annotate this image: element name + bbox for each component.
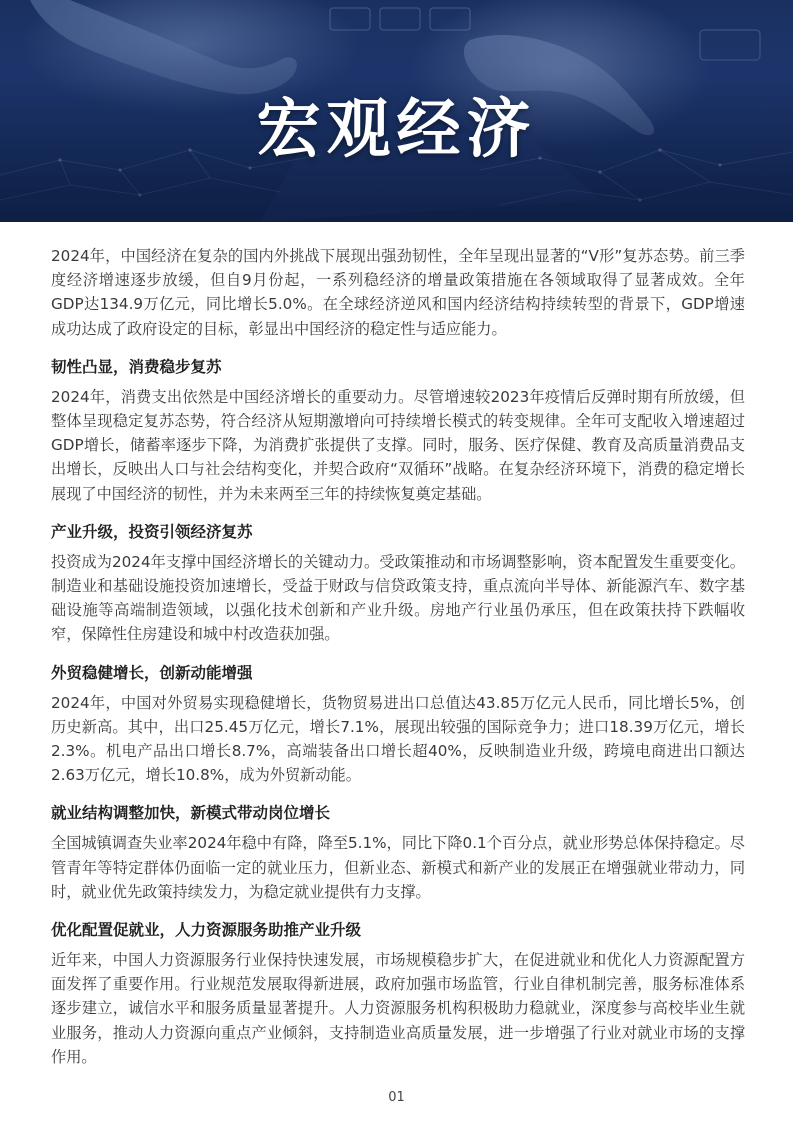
header-banner: [0, 0, 793, 222]
section-heading-consumption: 韧性凸显，消费稳步复苏: [51, 357, 222, 376]
intro-paragraph: 2024年，中国经济在复杂的国内外挑战下展现出强劲韧性，全年呈现出显著的“V形”复苏态势。前三季度经济增速逐步放缓，但自9月份起，一系列稳经济的增量政策措施在各领域取得了显著成效。全年GDP达134.9万亿元，同比增长5.0%。在全球经济逆风和国内经济结构持续转型的背景下，GDP增速成功达成了政府设定的目标，彰显出中国经济的稳定性与适应能力。: [51, 247, 745, 338]
section-heading-investment: 产业升级，投资引领经济复苏: [51, 522, 253, 541]
section-heading-trade: 外贸稳健增长，创新动能增强: [51, 663, 253, 682]
section-body-hr-services: 近年来，中国人力资源服务行业保持快速发展，市场规模稳步扩大，在促进就业和优化人力资源配置方面发挥了重要作用。行业规范发展取得新进展，政府加强市场监管，行业自律机制完善，服务标准体系逐步建立，诚信水平和服务质量显著提升。人力资源服务机构积极助力稳就业，深度参与高校毕业生就业服务，推动人力资源向重点产业倾斜，支持制造业高质量发展，进一步增强了行业对就业市场的支撑作用。: [51, 951, 745, 1066]
section-body-employment: 全国城镇调查失业率2024年稳中有降，降至5.1%，同比下降0.1个百分点，就业形势总体保持稳定。尽管青年等特定群体仍面临一定的就业压力，但新业态、新模式和新产业的发展正在增强就业带动力，同时，就业优先政策持续发力，为稳定就业提供有力支撑。: [51, 834, 745, 901]
section-body-trade: 2024年，中国对外贸易实现稳健增长，货物贸易进出口总值达43.85万亿元人民币，同比增长5%，创历史新高。其中，出口25.45万亿元，增长7.1%，展现出较强的国际竞争力；进口18.39万亿元，增长2.3%。机电产品出口增长8.7%，高端装备出口增长超40%，反映制造业升级，跨境电商进出口额达2.63万亿元，增长10.8%，成为外贸新动能。: [51, 693, 745, 785]
section-heading-hr-services: 优化配置促就业，人力资源服务助推产业升级: [51, 921, 362, 940]
section-heading-employment: 就业结构调整加快，新模式带动岗位增长: [51, 804, 331, 823]
page-number: 01: [388, 1090, 405, 1105]
section-body-investment: 投资成为2024年支撑中国经济增长的关键动力。受政策推动和市场调整影响，资本配置发生重要变化。制造业和基础设施投资加速增长，受益于财政与信贷政策支持，重点流向半导体、新能源汽车、数字基础设施等高端制造领域，以强化技术创新和产业升级。房地产行业虽仍承压，但在政策扶持下跌幅收窄，保障性住房建设和城中村改造获加强。: [51, 552, 745, 644]
article-body: [51, 244, 745, 1069]
page-title: 宏观经济: [256, 93, 537, 167]
section-body-consumption: 2024年，消费支出依然是中国经济增长的重要动力。尽管增速较2023年疫情后反弹时期有所放缓，但整体呈现稳定复苏态势，符合经济从短期激增向可持续增长模式的转变规律。全年可支配收入增速超过GDP增长，储蓄率逐步下降，为消费扩张提供了支撑。同时，服务、医疗保健、教育及高质量消费品支出增长，反映出人口与社会结构变化，并契合政府“双循环”战略。在复杂经济环境下，消费的稳定增长展现了中国经济的韧性，并为未来两至三年的持续恢复奠定基础。: [51, 387, 745, 503]
